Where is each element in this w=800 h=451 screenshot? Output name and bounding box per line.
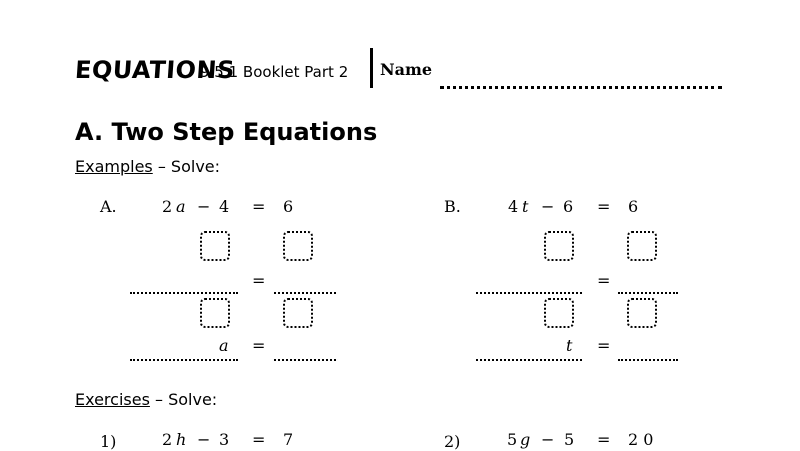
working-line[interactable]: [618, 292, 678, 294]
example-variable: a: [176, 197, 186, 216]
exercise-rhs: 7: [283, 430, 294, 449]
example-operator: −: [197, 197, 211, 216]
exercise-rhs: 2 0: [628, 430, 654, 449]
exercise-coefficient: 2: [162, 430, 173, 449]
result-variable: a: [219, 336, 229, 355]
examples-label: Examples: [75, 157, 153, 176]
example-variable: t: [522, 197, 529, 216]
exercise-variable: g: [520, 430, 531, 449]
working-line[interactable]: [130, 292, 238, 294]
worksheet-title: EQUATIONS: [74, 56, 236, 84]
exercise-constant: 3: [219, 430, 230, 449]
answer-box[interactable]: [627, 298, 657, 328]
exercise-coefficient: 5: [507, 430, 518, 449]
exercises-label: Exercises: [75, 390, 150, 409]
exercise-equals: =: [597, 430, 611, 449]
exercise-operator: −: [197, 430, 211, 449]
examples-suffix: – Solve:: [152, 157, 221, 176]
example-rhs: 6: [283, 197, 294, 216]
exercises-heading: [75, 390, 217, 409]
step-equals: =: [597, 271, 611, 290]
example-coefficient: 4: [508, 197, 519, 216]
exercise-label: 2): [444, 432, 461, 451]
result-equals: =: [252, 336, 266, 355]
header-divider: [370, 48, 373, 88]
examples-heading: [75, 157, 220, 176]
example-equals: =: [597, 197, 611, 216]
example-operator: −: [541, 197, 555, 216]
exercise-constant: 5: [564, 430, 575, 449]
name-field[interactable]: [440, 86, 722, 89]
example-constant: 4: [219, 197, 230, 216]
result-equals: =: [597, 336, 611, 355]
answer-box[interactable]: [200, 298, 230, 328]
result-line[interactable]: [476, 359, 582, 361]
result-variable: t: [566, 336, 573, 355]
result-line[interactable]: [274, 359, 336, 361]
example-label: A.: [100, 197, 117, 216]
working-line[interactable]: [476, 292, 582, 294]
name-label: Name: [380, 60, 433, 79]
answer-box[interactable]: [544, 298, 574, 328]
result-line[interactable]: [618, 359, 678, 361]
answer-box[interactable]: [283, 231, 313, 261]
example-constant: 6: [563, 197, 574, 216]
worksheet-subtitle: 9 5.1 Booklet Part 2: [200, 63, 349, 81]
step-equals: =: [252, 271, 266, 290]
exercise-variable: h: [176, 430, 187, 449]
exercises-suffix: – Solve:: [149, 390, 218, 409]
exercise-label: 1): [100, 432, 117, 451]
example-rhs: 6: [628, 197, 639, 216]
example-equals: =: [252, 197, 266, 216]
answer-box[interactable]: [200, 231, 230, 261]
exercise-equals: =: [252, 430, 266, 449]
answer-box[interactable]: [544, 231, 574, 261]
section-heading: A. Two Step Equations: [75, 118, 378, 146]
working-line[interactable]: [274, 292, 336, 294]
answer-box[interactable]: [627, 231, 657, 261]
result-line[interactable]: [130, 359, 238, 361]
answer-box[interactable]: [283, 298, 313, 328]
exercise-operator: −: [541, 430, 555, 449]
example-label: B.: [444, 197, 461, 216]
example-coefficient: 2: [162, 197, 173, 216]
